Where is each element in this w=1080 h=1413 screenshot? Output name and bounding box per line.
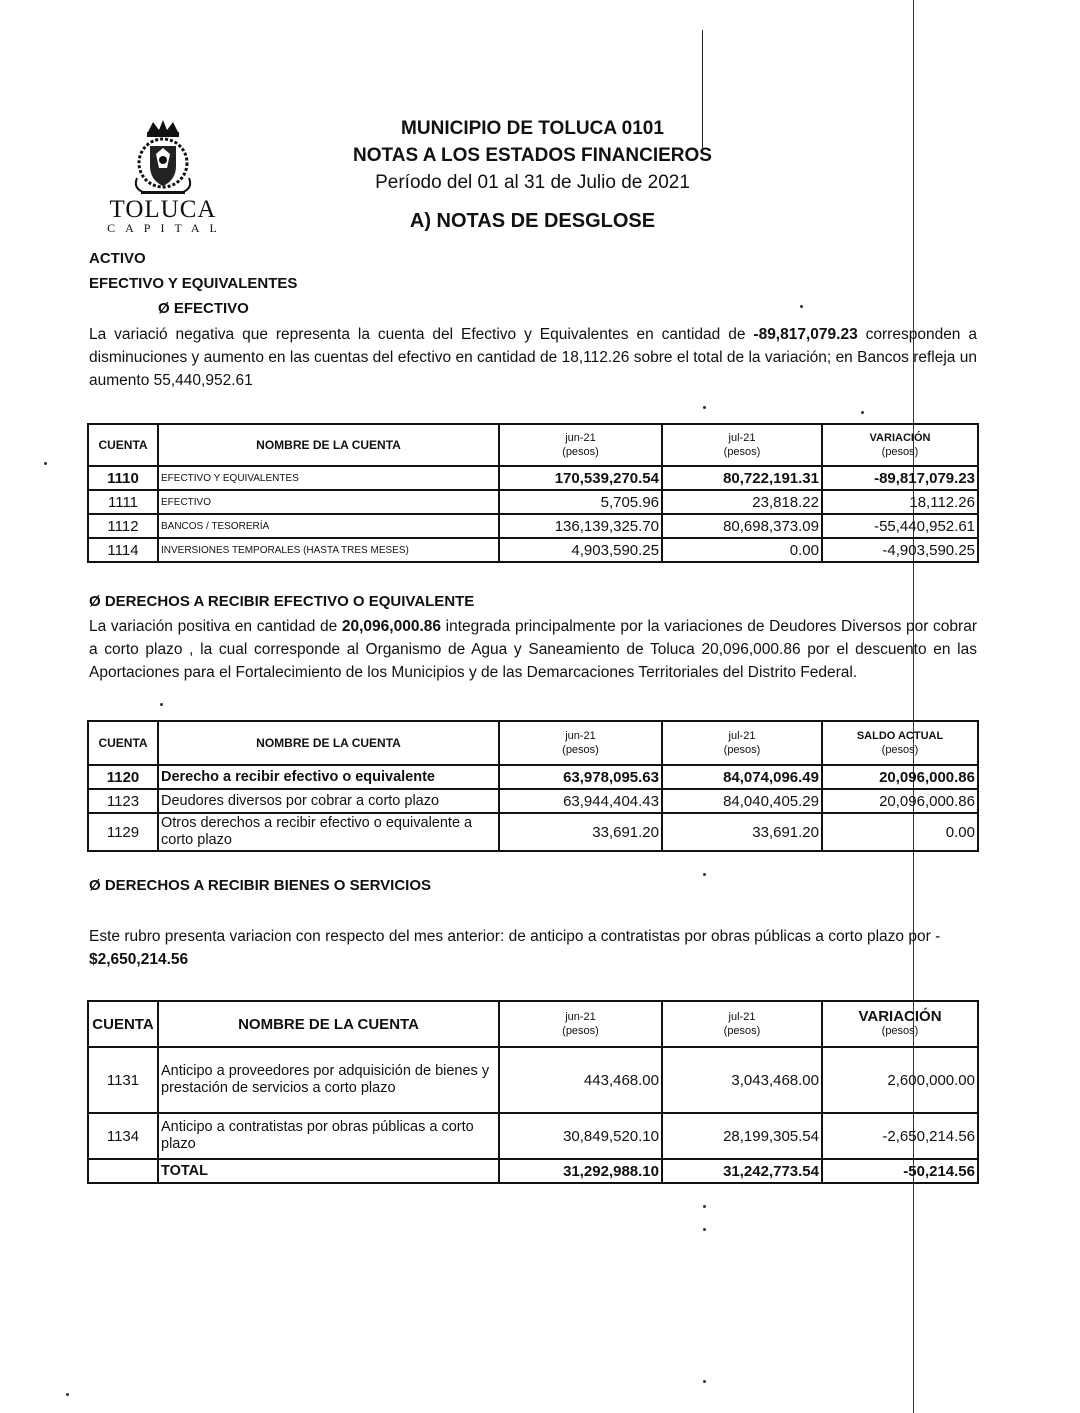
table-row bbox=[88, 789, 978, 813]
col-header-label: VARIACIÓN bbox=[858, 1008, 942, 1025]
paragraph-derechos-efectivo bbox=[89, 615, 977, 684]
cell-total-jul: 31,242,773.54 bbox=[662, 1159, 822, 1183]
col-header-cuenta: CUENTA bbox=[88, 424, 158, 466]
scan-speck bbox=[800, 305, 803, 308]
label-efectivo: Ø EFECTIVO bbox=[158, 300, 249, 317]
cell-jul: 80,698,373.09 bbox=[662, 514, 822, 538]
logo-wordmark: TOLUCA bbox=[109, 196, 217, 223]
cell-nombre: Deudores diversos por cobrar a corto plazo bbox=[158, 789, 499, 813]
paragraph-text: La variación positiva en cantidad de bbox=[89, 618, 342, 635]
cell-cuenta: 1129 bbox=[88, 813, 158, 851]
cell-nombre: BANCOS / TESORERÍA bbox=[158, 514, 499, 538]
col-header-unit: (pesos) bbox=[723, 744, 761, 756]
col-header-nombre: NOMBRE DE LA CUENTA bbox=[158, 1001, 499, 1047]
table-efectivo bbox=[87, 423, 979, 563]
table-derechos-bienes bbox=[87, 1000, 979, 1184]
cell-jun: 5,705.96 bbox=[499, 490, 662, 514]
col-header-jun bbox=[499, 721, 662, 765]
cell-nombre: Anticipo a proveedores por adquisición de bienes y prestación de servicios a corto plazo bbox=[158, 1047, 499, 1113]
table-row bbox=[88, 765, 978, 789]
col-header-jun bbox=[499, 1001, 662, 1047]
paragraph-text: integrada principalmente por la variaciones de Deudores Diversos por cobrar a corto plazo , la cual corresponde al Organismo de Agua y Saneamiento de Toluca 20,096,000.86 por el descuento en las Aportaciones para el Fortalecimiento de los Municipios y de las Demarcaciones Territoriales del Distrito Federal. bbox=[89, 618, 977, 681]
scan-speck bbox=[703, 1205, 706, 1208]
cell-saldo: 20,096,000.86 bbox=[822, 789, 978, 813]
cell-jul: 80,722,191.31 bbox=[662, 466, 822, 490]
cell-cuenta: 1123 bbox=[88, 789, 158, 813]
col-header-label: jun-21 bbox=[565, 432, 596, 444]
section-title-derechos-bienes: Ø DERECHOS A RECIBIR BIENES O SERVICIOS bbox=[89, 877, 432, 894]
cell-jun: 170,539,270.54 bbox=[499, 466, 662, 490]
cell-total-label: TOTAL bbox=[158, 1159, 499, 1183]
cell-saldo: 20,096,000.86 bbox=[822, 765, 978, 789]
paragraph-amount: 20,096,000.86 bbox=[341, 618, 441, 635]
col-header-label: jul-21 bbox=[728, 730, 756, 742]
paragraph-text: La variació negativa que representa la cuenta del Efectivo y Equivalentes en cantidad de bbox=[89, 326, 754, 343]
cell-jun: 443,468.00 bbox=[499, 1047, 662, 1113]
label-activo: ACTIVO bbox=[89, 250, 146, 267]
col-header-unit: (pesos) bbox=[723, 1025, 761, 1037]
col-header-unit: (pesos) bbox=[723, 446, 761, 458]
cell-variacion: -4,903,590.25 bbox=[822, 538, 978, 562]
cell-cuenta: 1111 bbox=[88, 490, 158, 514]
cell-nombre: EFECTIVO bbox=[158, 490, 499, 514]
cell-cuenta: 1134 bbox=[88, 1113, 158, 1159]
paragraph-derechos-bienes bbox=[89, 925, 977, 971]
table-row bbox=[88, 1113, 978, 1159]
header-section: A) NOTAS DE DESGLOSE bbox=[409, 210, 656, 232]
scan-line bbox=[913, 0, 914, 1413]
cell-jun: 4,903,590.25 bbox=[499, 538, 662, 562]
cell-variacion: -55,440,952.61 bbox=[822, 514, 978, 538]
scan-speck bbox=[44, 462, 47, 465]
scan-speck bbox=[160, 703, 163, 706]
col-header-saldo bbox=[822, 721, 978, 765]
logo-subtitle: CAPITAL bbox=[107, 221, 227, 235]
cell-cuenta: 1112 bbox=[88, 514, 158, 538]
col-header-unit: (pesos) bbox=[881, 446, 919, 458]
col-header-nombre: NOMBRE DE LA CUENTA bbox=[158, 424, 499, 466]
cell-jul: 23,818.22 bbox=[662, 490, 822, 514]
cell-nombre: Otros derechos a recibir efectivo o equivalente a corto plazo bbox=[158, 813, 499, 851]
col-header-unit: (pesos) bbox=[562, 1025, 599, 1037]
cell-jul: 33,691.20 bbox=[662, 813, 822, 851]
table-header-row bbox=[88, 1001, 978, 1047]
col-header-jul bbox=[662, 424, 822, 466]
col-header-label: jun-21 bbox=[565, 1011, 596, 1023]
cell-jun: 33,691.20 bbox=[499, 813, 662, 851]
table-row bbox=[88, 538, 978, 562]
col-header-cuenta: CUENTA bbox=[88, 721, 158, 765]
header-title: NOTAS A LOS ESTADOS FINANCIEROS bbox=[353, 145, 712, 166]
cell-jul: 84,074,096.49 bbox=[662, 765, 822, 789]
paragraph-amount: $2,650,214.56 bbox=[89, 951, 189, 968]
table-row bbox=[88, 514, 978, 538]
col-header-nombre: NOMBRE DE LA CUENTA bbox=[158, 721, 499, 765]
cell-cuenta: 1110 bbox=[88, 466, 158, 490]
cell-jun: 63,944,404.43 bbox=[499, 789, 662, 813]
cell-jun: 30,849,520.10 bbox=[499, 1113, 662, 1159]
scan-speck bbox=[703, 1380, 706, 1383]
col-header-cuenta: CUENTA bbox=[88, 1001, 158, 1047]
cell-variacion: -2,650,214.56 bbox=[822, 1113, 978, 1159]
col-header-unit: (pesos) bbox=[881, 1025, 919, 1037]
col-header-unit: (pesos) bbox=[562, 446, 599, 458]
col-header-unit: (pesos) bbox=[881, 744, 919, 756]
label-efectivo-equivalentes: EFECTIVO Y EQUIVALENTES bbox=[89, 275, 298, 292]
col-header-unit: (pesos) bbox=[562, 744, 599, 756]
header-municipality: MUNICIPIO DE TOLUCA 0101 bbox=[401, 118, 664, 139]
cell-jul: 84,040,405.29 bbox=[662, 789, 822, 813]
col-header-variacion bbox=[822, 424, 978, 466]
cell-total-jun: 31,292,988.10 bbox=[499, 1159, 662, 1183]
cell-saldo: 0.00 bbox=[822, 813, 978, 851]
paragraph-amount: -89,817,079.23 bbox=[753, 326, 858, 343]
paragraph-efectivo bbox=[89, 323, 977, 392]
col-header-label: jul-21 bbox=[728, 1011, 756, 1023]
col-header-jul bbox=[662, 1001, 822, 1047]
table-row bbox=[88, 466, 978, 490]
cell-jul: 3,043,468.00 bbox=[662, 1047, 822, 1113]
scan-speck bbox=[703, 873, 706, 876]
col-header-label: jun-21 bbox=[565, 730, 596, 742]
table-row bbox=[88, 490, 978, 514]
cell-cuenta: 1131 bbox=[88, 1047, 158, 1113]
col-header-label: jul-21 bbox=[728, 432, 756, 444]
scan-speck bbox=[861, 411, 864, 414]
table-total-row bbox=[88, 1159, 978, 1183]
cell-variacion: 2,600,000.00 bbox=[822, 1047, 978, 1113]
col-header-label: SALDO ACTUAL bbox=[856, 730, 944, 742]
cell-variacion: -89,817,079.23 bbox=[822, 466, 978, 490]
cell-total-variacion: -50,214.56 bbox=[822, 1159, 978, 1183]
col-header-label: VARIACIÓN bbox=[869, 432, 931, 444]
table-header-row bbox=[88, 424, 978, 466]
cell-variacion: 18,112.26 bbox=[822, 490, 978, 514]
cell-cuenta: 1114 bbox=[88, 538, 158, 562]
cell-cuenta: 1120 bbox=[88, 765, 158, 789]
cell-nombre: EFECTIVO Y EQUIVALENTES bbox=[158, 466, 499, 490]
table-derechos-efectivo bbox=[87, 720, 979, 852]
scan-speck bbox=[703, 1228, 706, 1231]
table-header-row bbox=[88, 721, 978, 765]
paragraph-text: corresponden a disminuciones y aumento en las cuentas del efectivo en cantidad de 18,112.26 sobre el total de la variación; en Bancos refleja un aumento 55,440,952.61 bbox=[89, 326, 977, 389]
cell-nombre: Anticipo a contratistas por obras públicas a corto plazo bbox=[158, 1113, 499, 1159]
toluca-logo bbox=[98, 118, 228, 234]
cell-jul: 28,199,305.54 bbox=[662, 1113, 822, 1159]
section-title-derechos-efectivo: Ø DERECHOS A RECIBIR EFECTIVO O EQUIVALENTE bbox=[89, 593, 475, 610]
col-header-variacion bbox=[822, 1001, 978, 1047]
cell-jul: 0.00 bbox=[662, 538, 822, 562]
coat-of-arms-icon bbox=[123, 118, 203, 198]
cell-empty bbox=[88, 1159, 158, 1183]
cell-nombre: Derecho a recibir efectivo o equivalente bbox=[158, 765, 499, 789]
cell-nombre: INVERSIONES TEMPORALES (HASTA TRES MESES) bbox=[158, 538, 499, 562]
paragraph-text: Este rubro presenta variacion con respecto del mes anterior: de anticipo a contratistas por obras públicas a corto plazo por - bbox=[89, 928, 941, 945]
scan-speck bbox=[703, 406, 706, 409]
cell-jun: 63,978,095.63 bbox=[499, 765, 662, 789]
header-period: Período del 01 al 31 de Julio de 2021 bbox=[375, 172, 690, 193]
col-header-jul bbox=[662, 721, 822, 765]
cell-jun: 136,139,325.70 bbox=[499, 514, 662, 538]
table-row bbox=[88, 813, 978, 851]
col-header-jun bbox=[499, 424, 662, 466]
table-row bbox=[88, 1047, 978, 1113]
scan-speck bbox=[66, 1393, 69, 1396]
